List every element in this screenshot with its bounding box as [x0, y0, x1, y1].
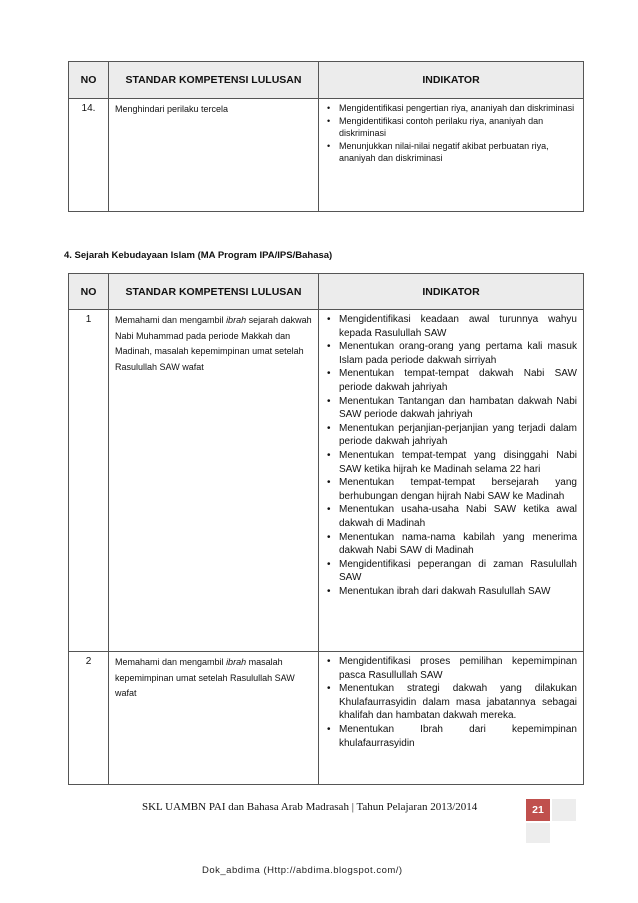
section-title: 4. Sejarah Kebudayaan Islam (MA Program IPA/IPS/Bahasa) [64, 250, 333, 261]
table-header-row [69, 274, 584, 310]
indikator-item: • Menentukan tempat-tempat bersejarah yang berhubungan dengan hijrah Nabi SAW ke Madinah [327, 476, 577, 503]
footer-decoration [526, 823, 550, 843]
footer-source-url: Dok_abdima (Http://abdima.blogspot.com/) [202, 865, 403, 876]
row-standar [109, 310, 319, 652]
indikator-item: • Menentukan Ibrah dari kepemimpinan khulafaurrasyidin [327, 723, 577, 750]
indikator-item: • Menentukan strategi dakwah yang dilakukan Khulafaurrasyidin dalam masa jabatannya sebagai khalifah dan hambatan dakwah mereka. [327, 682, 577, 723]
header-indikator: INDIKATOR [319, 274, 584, 310]
footer-decoration [552, 799, 576, 821]
standar-emphasis: ibrah [226, 315, 247, 325]
indikator-item: • Mengidentifikasi keadaan awal turunnya wahyu kepada Rasulullah SAW [327, 313, 577, 340]
table-row [69, 652, 584, 785]
standar-text: masalah kepemimpinan umat setelah Rasulullah SAW wafat [115, 657, 295, 698]
indikator-item: • Mengidentifikasi pengertian riya, ananiyah dan diskriminasi [327, 102, 577, 115]
row-standar [109, 652, 319, 785]
table-skl-akhlak [68, 61, 584, 212]
page-number: 21 [526, 799, 550, 821]
indikator-item: • Menentukan usaha-usaha Nabi SAW ketika awal dakwah di Madinah [327, 503, 577, 530]
header-standar: STANDAR KOMPETENSI LULUSAN [109, 274, 319, 310]
row-standar: Menghindari perilaku tercela [109, 99, 319, 212]
header-indikator: INDIKATOR [319, 62, 584, 99]
indikator-item: • Menentukan ibrah dari dakwah Rasulullah SAW [327, 585, 577, 599]
row-number: 1 [69, 310, 109, 652]
indikator-item: • Menentukan nama-nama kabilah yang menerima dakwah Nabi SAW di Madinah [327, 531, 577, 558]
footer-title: SKL UAMBN PAI dan Bahasa Arab Madrasah | Tahun Pelajaran 2013/2014 [142, 801, 478, 813]
header-no: NO [69, 62, 109, 99]
row-number: 14. [69, 99, 109, 212]
row-indikator [319, 99, 584, 212]
standar-text: Memahami dan mengambil [115, 657, 227, 667]
indikator-item: • Menentukan Tantangan dan hambatan dakwah Nabi SAW periode dakwah jahriyah [327, 395, 577, 422]
standar-emphasis: ibrah [226, 657, 247, 667]
standar-text: Memahami dan mengambil [115, 315, 227, 325]
header-standar: STANDAR KOMPETENSI LULUSAN [109, 62, 319, 99]
table-row [69, 310, 584, 652]
row-number: 2 [69, 652, 109, 785]
table-row [69, 99, 584, 212]
table-header-row [69, 62, 584, 99]
indikator-item: • Menentukan tempat-tempat dakwah Nabi SAW periode dakwah jahriyah [327, 367, 577, 394]
indikator-item: • Menunjukkan nilai-nilai negatif akibat perbuatan riya, ananiyah dan diskriminasi [327, 140, 577, 165]
indikator-item: • Mengidentifikasi peperangan di zaman Rasulullah SAW [327, 558, 577, 585]
header-no: NO [69, 274, 109, 310]
row-indikator [319, 310, 584, 652]
indikator-item: • Menentukan perjanjian-perjanjian yang terjadi dalam periode dakwah jahriyah [327, 422, 577, 449]
standar-text: sejarah dakwah Nabi Muhammad pada periode Makkah dan Madinah, masalah kepemimpinan umat setelah Rasulullah SAW wafat [115, 315, 312, 372]
indikator-item: • Mengidentifikasi proses pemilihan kepemimpinan pasca Rasullullah SAW [327, 655, 577, 682]
indikator-item: • Menentukan orang-orang yang pertama kali masuk Islam pada periode dakwah sirriyah [327, 340, 577, 367]
row-indikator [319, 652, 584, 785]
indikator-item: • Mengidentifikasi contoh perilaku riya, ananiyah dan diskriminasi [327, 115, 577, 140]
indikator-item: • Menentukan tempat-tempat yang disinggahi Nabi SAW ketika hijrah ke Madinah selama 22 hari [327, 449, 577, 476]
table-skl-ski [68, 273, 584, 785]
